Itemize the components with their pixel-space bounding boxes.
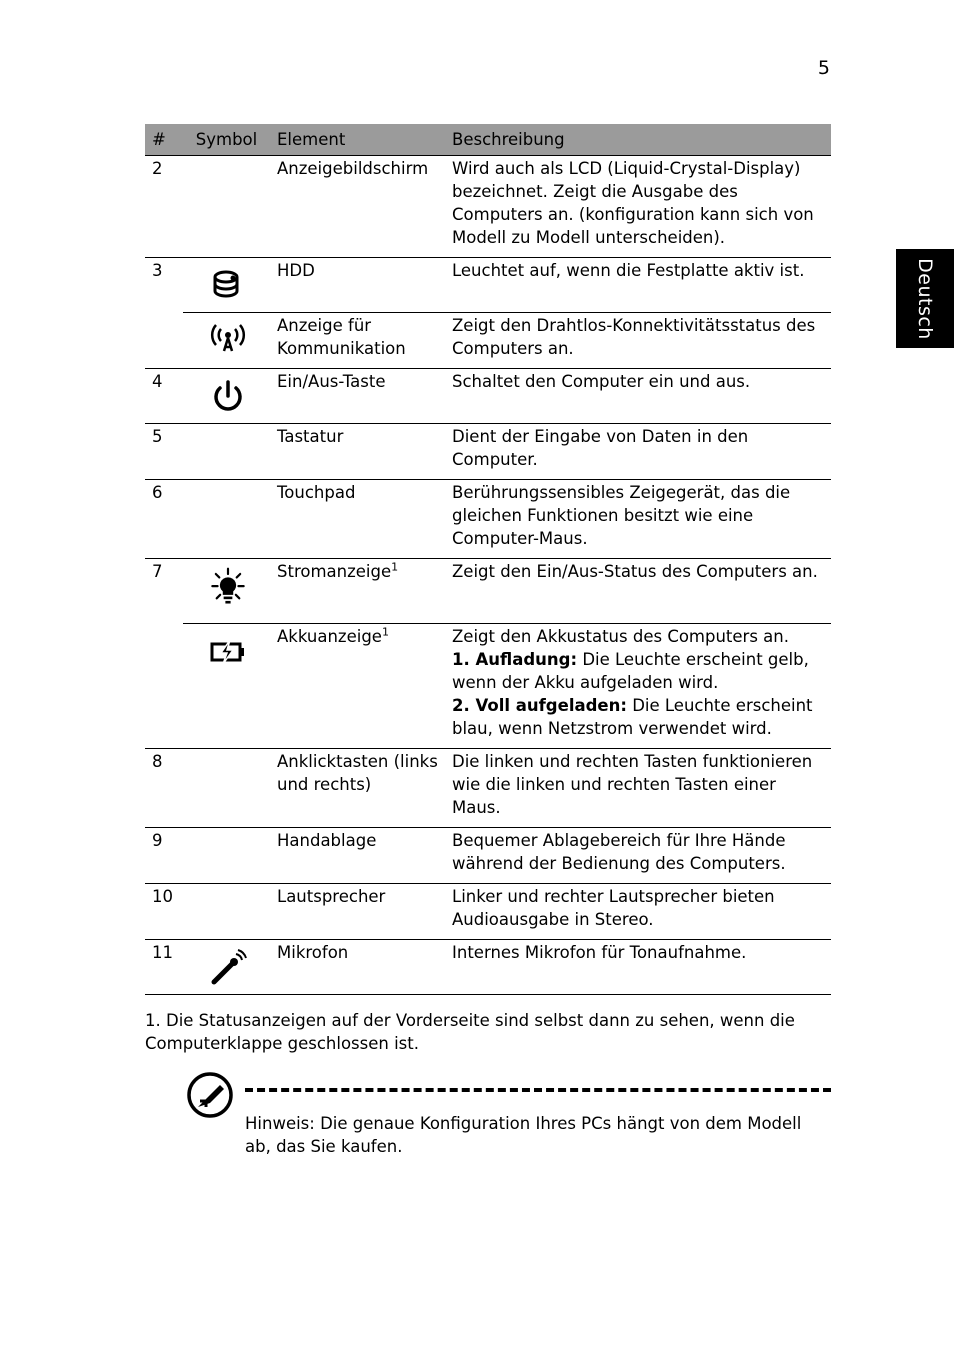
- row-element: HDD: [277, 261, 315, 280]
- table-row: [145, 624, 831, 749]
- row-element: Handablage: [277, 831, 377, 850]
- microphone-icon: [208, 948, 248, 988]
- table-row: [145, 313, 831, 369]
- row-number: 10: [152, 887, 173, 906]
- battery-icon: [208, 632, 248, 672]
- row-element: Anzeige für Kommunikation: [270, 313, 445, 369]
- note-icon: [186, 1071, 234, 1119]
- row-description: Schaltet den Computer ein und aus.: [452, 372, 751, 391]
- note-divider: [245, 1088, 831, 1092]
- row-number: 11: [152, 943, 173, 962]
- row-number: 8: [152, 752, 163, 771]
- row-number: 6: [152, 483, 163, 502]
- table-row: [145, 369, 831, 424]
- row-element: Ein/Aus-Taste: [277, 372, 386, 391]
- row-element: Tastatur: [277, 427, 344, 446]
- row-element: Stromanzeige: [277, 562, 392, 581]
- row-description: Linker und rechter Lautsprecher bieten Audioausgabe in Stereo.: [452, 887, 775, 929]
- row-number: 5: [152, 427, 163, 446]
- row-element: Touchpad: [277, 483, 356, 502]
- table-row: [145, 940, 831, 995]
- row-element: Anklicktasten (links und rechts): [277, 752, 438, 794]
- row-description: Internes Mikrofon für Tonaufnahme.: [452, 943, 747, 962]
- table-row: [145, 828, 831, 884]
- language-tab: [896, 249, 954, 348]
- row-number: 9: [152, 831, 163, 850]
- table-row: [145, 480, 831, 559]
- row-number: 7: [152, 562, 163, 581]
- table-row: [145, 156, 831, 258]
- footnote: 1. Die Statusanzeigen auf der Vorderseite sind selbst dann zu sehen, wenn die Computerklappe geschlossen ist.: [145, 1011, 795, 1053]
- language-tab-label: Deutsch: [914, 257, 937, 340]
- row-description: Zeigt den Ein/Aus-Status des Computers an.: [452, 562, 818, 581]
- row-description: Leuchtet auf, wenn die Festplatte aktiv ist.: [452, 261, 805, 280]
- table-row: [145, 424, 831, 480]
- row-element: Lautsprecher: [277, 887, 386, 906]
- power-indicator-icon: [208, 567, 248, 607]
- header-element: Element: [270, 124, 445, 156]
- note-label: Hinweis:: [245, 1114, 315, 1133]
- note: [245, 1112, 831, 1158]
- header-num: #: [145, 124, 183, 156]
- table-row: [145, 749, 831, 828]
- row-description: Bequemer Ablagebereich für Ihre Hände während der Bedienung des Computers.: [452, 831, 786, 873]
- page-number: 5: [817, 57, 830, 79]
- header-description: Beschreibung: [445, 124, 831, 156]
- row-description: Die linken und rechten Tasten funktionieren wie die linken und rechten Tasten einer Maus.: [452, 752, 813, 817]
- note-text: Die genaue Konfiguration Ihres PCs hängt von dem Modell ab, das Sie kaufen.: [245, 1114, 802, 1156]
- row-element: Anzeigebildschirm: [277, 159, 429, 178]
- table-row: [145, 258, 831, 313]
- table-row: [145, 884, 831, 940]
- wireless-icon: [208, 321, 248, 361]
- row-description: Wird auch als LCD (Liquid-Crystal-Display) bezeichnet. Zeigt die Ausgabe des Computers an. (konfiguration kann sich von Modell zu Modell unterscheiden).: [452, 159, 814, 247]
- footnote-ref: 1: [391, 560, 399, 574]
- row-element: Mikrofon: [277, 943, 349, 962]
- row-description: Berührungssensibles Zeigegerät, das die gleichen Funktionen besitzt wie eine Computer-Maus.: [452, 483, 791, 548]
- hdd-icon: [208, 266, 248, 306]
- row-number: 4: [152, 372, 163, 391]
- footnote-ref: 1: [381, 625, 389, 639]
- row-number: 2: [152, 159, 163, 178]
- power-icon: [208, 377, 248, 417]
- row-number: 3: [152, 261, 163, 280]
- table-header: [145, 124, 831, 156]
- row-description: Zeigt den Akkustatus des Computers an.: [452, 627, 789, 646]
- header-symbol: Symbol: [183, 124, 270, 156]
- component-table: [145, 124, 831, 995]
- description-item: 1. Aufladung: Die Leuchte erscheint gelb, wenn der Akku aufgeladen wird.: [452, 650, 809, 692]
- row-description: Dient der Eingabe von Daten in den Computer.: [452, 427, 749, 469]
- row-element: Akkuanzeige: [277, 627, 382, 646]
- row-description: Zeigt den Drahtlos-Konnektivitätsstatus des Computers an.: [445, 313, 831, 369]
- description-item: 2. Voll aufgeladen: Die Leuchte erscheint blau, wenn Netzstrom verwendet wird.: [452, 696, 813, 738]
- table-row: [145, 559, 831, 624]
